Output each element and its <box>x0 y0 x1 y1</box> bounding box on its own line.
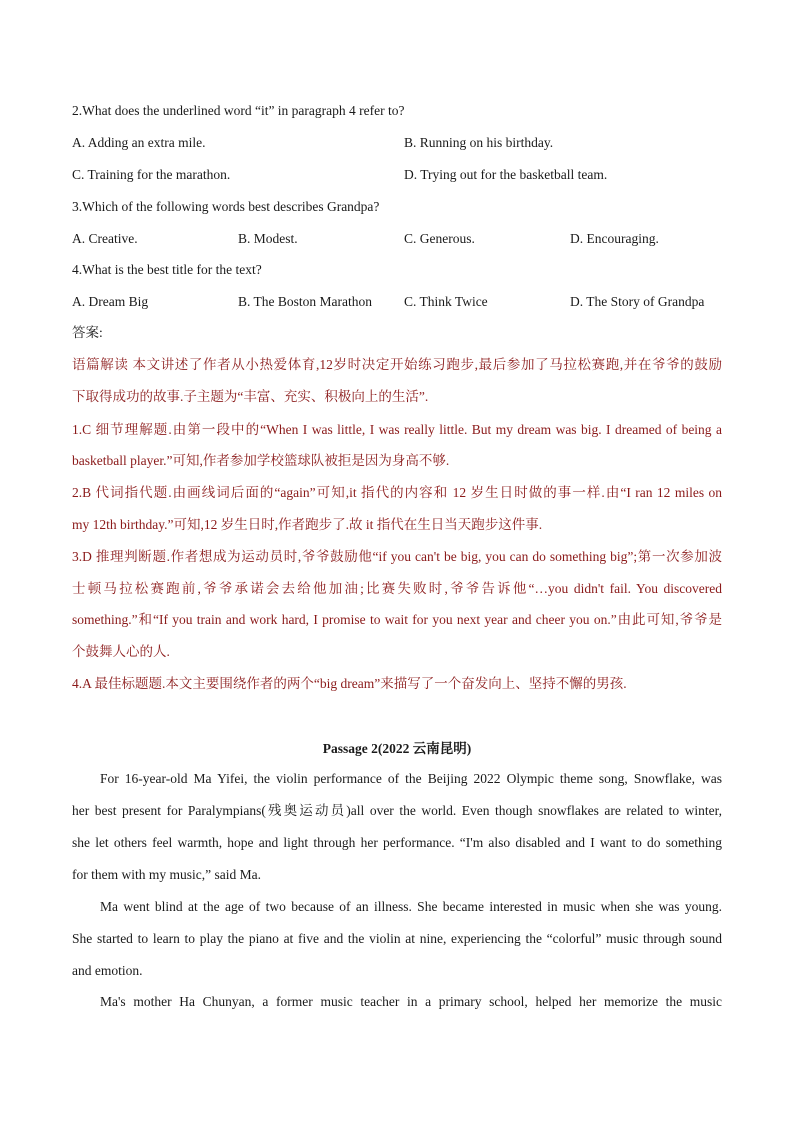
passage-line: Ma went blind at the age of two because of an illness. She became interested in music when she was young. <box>100 899 722 914</box>
question-2-option-c: C. Training for the marathon. <box>72 167 231 182</box>
passage-line: she let others feel warmth, hope and light through her performance. “I'm also disabled and I want to do something <box>72 835 722 850</box>
analysis-line: basketball player.”可知,作者参加学校篮球队被拒是因为身高不够. <box>72 453 450 468</box>
question-4-option-b: B. The Boston Marathon <box>238 294 372 309</box>
question-3-option-a: A. Creative. <box>72 231 138 246</box>
passage-line: For 16-year-old Ma Yifei, the violin performance of the Beijing 2022 Olympic theme song, Snowflake, was <box>100 771 722 786</box>
analysis-line: 个鼓舞人心的人. <box>72 644 170 659</box>
analysis-line: 下取得成功的故事.子主题为“丰富、充实、积极向上的生活”. <box>72 389 429 404</box>
passage-line: for them with my music,” said Ma. <box>72 867 261 882</box>
analysis-line: 士顿马拉松赛跑前,爷爷承诺会去给他加油;比赛失败时,爷爷告诉他“…you didn't fail. You discovered <box>72 581 722 596</box>
passage-title: Passage 2(2022 云南昆明) <box>322 741 472 756</box>
passage-line: her best present for Paralympians(残奥运动员)all over the world. Even though snowflakes are related to winter, <box>72 803 722 818</box>
passage-line: and emotion. <box>72 963 143 978</box>
passage-line: Ma's mother Ha Chunyan, a former music teacher in a primary school, helped her memorize the music <box>100 994 722 1009</box>
question-2-option-a: A. Adding an extra mile. <box>72 135 206 150</box>
analysis-line: 2.B 代词指代题.由画线词后面的“again”可知,it 指代的内容和 12 岁生日时做的事一样.由“I ran 12 miles on <box>72 485 722 500</box>
question-3-option-b: B. Modest. <box>238 231 298 246</box>
question-3-option-c: C. Generous. <box>404 231 475 246</box>
answer-label: 答案: <box>72 325 103 340</box>
question-3-option-d: D. Encouraging. <box>570 231 659 246</box>
analysis-line: 1.C 细节理解题.由第一段中的“When I was little, I was really little. But my dream was big. I dreamed of being a <box>72 422 722 437</box>
question-2-option-b: B. Running on his birthday. <box>404 135 554 150</box>
analysis-line: something.”和“If you train and work hard, I promise to wait for you next year and cheer you on.”由此可知,爷爷是 <box>72 612 722 627</box>
passage-line: She started to learn to play the piano at five and the violin at nine, experiencing the “colorful” music through sound <box>72 931 722 946</box>
question-3-stem: 3.Which of the following words best describes Grandpa? <box>72 199 380 214</box>
analysis-line: 语篇解读 本文讲述了作者从小热爱体育,12岁时决定开始练习跑步,最后参加了马拉松赛跑,并在爷爷的鼓励 <box>72 357 722 372</box>
analysis-line: 4.A 最佳标题题.本文主要围绕作者的两个“big dream”来描写了一个奋发向上、坚持不懈的男孩. <box>72 676 627 691</box>
question-4-option-a: A. Dream Big <box>72 294 149 309</box>
question-2-option-d: D. Trying out for the basketball team. <box>404 167 608 182</box>
question-4-option-c: C. Think Twice <box>404 294 488 309</box>
question-4-stem: 4.What is the best title for the text? <box>72 262 262 277</box>
analysis-line: 3.D 推理判断题.作者想成为运动员时,爷爷鼓励他“if you can't be big, you can do something big”;第一次参加波 <box>72 549 722 564</box>
question-4-option-d: D. The Story of Grandpa <box>570 294 705 309</box>
question-2-stem: 2.What does the underlined word “it” in paragraph 4 refer to? <box>72 103 405 118</box>
analysis-line: my 12th birthday.”可知,12 岁生日时,作者跑步了.故 it 指代在生日当天跑步这件事. <box>72 517 543 532</box>
